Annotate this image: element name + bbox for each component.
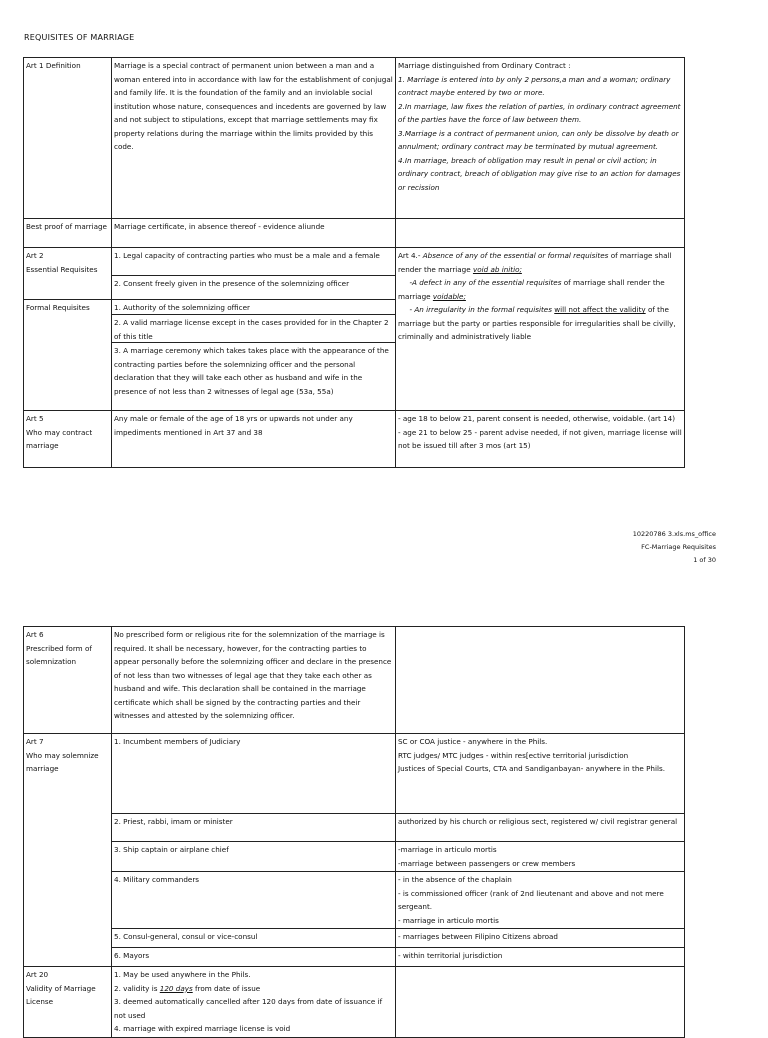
formal-requisites (112, 300, 396, 411)
table-row (24, 929, 685, 948)
note-line: Justices of Special Courts, CTA and Sandiganbayan- anywhere in the Phils. (398, 764, 666, 773)
list-item: 4.In marriage, breach of obligation may result in penal or civil action; in ordinary contract, breach of obligation may give rise to an action for damages or recission (398, 155, 681, 192)
note-line: -marriage between passengers or crew members (398, 858, 576, 868)
note-line: -marriage in articulo mortis (398, 845, 497, 854)
list-item: 2. A valid marriage license except in the cases provided for in the Chapter 2 of this title (112, 315, 395, 343)
row-label-art1: Art 1 Definition (24, 58, 112, 219)
text-span: voidable; (432, 291, 466, 301)
list-item: 5. Consul-general, consul or vice-consul (112, 929, 396, 948)
defect-paragraph (398, 276, 682, 303)
requisites-table-1 (23, 57, 685, 468)
row-label-line: Art 5 (26, 414, 44, 423)
row-label-line: Who may contract marriage (26, 427, 93, 450)
row-label-art6 (24, 627, 112, 734)
list-item: 3. Ship captain or airplane chief (112, 842, 396, 872)
text-span: will not affect the validity (554, 305, 646, 314)
list-item: 2. Priest, rabbi, imam or minister (112, 814, 396, 842)
list-item: 3. deemed automatically cancelled after 120 days from date of issuance if not used (114, 997, 383, 1020)
art5-text: Any male or female of the age of 18 yrs or upwards not under any impediments mentioned in Art 37 and 38 (112, 411, 396, 468)
list-item: 4. Military commanders (112, 872, 396, 929)
empty-cell (396, 627, 685, 734)
row-label-art20 (24, 967, 112, 1038)
page-title: REQUISITES OF MARRIAGE (24, 33, 135, 42)
list-item: 4. marriage with expired marriage license is void (114, 1024, 291, 1033)
row-label-proof: Best proof of marriage (24, 219, 112, 248)
table-row (24, 248, 685, 300)
list-item (396, 842, 685, 872)
note-line: - marriage in articulo mortis (398, 915, 499, 925)
list-item: 3. A marriage ceremony which takes takes place with the appearance of the contracting parties before the solemnizing officer and the personal declaration that they will take each other as husband and wife in the presence of not less than 2 witnesses of legal age (53a, 55a) (114, 346, 389, 396)
file-name: 10220786 3.xls.ms_office (632, 530, 716, 538)
row-label-formal: Formal Requisites (24, 300, 112, 411)
art5-notes (396, 411, 685, 468)
text-span: 120 days (159, 983, 193, 993)
note-line: - in the absence of the chaplain (398, 875, 512, 884)
art20-text (112, 967, 396, 1038)
note-title: Marriage distinguished from Ordinary Contract : (398, 61, 571, 70)
row-label-art5 (24, 411, 112, 468)
table-row (24, 411, 685, 468)
table-row (24, 967, 685, 1038)
table-row (24, 219, 685, 248)
table-row (24, 872, 685, 929)
proof-text: Marriage certificate, in absence thereof - evidence aliunde (112, 219, 396, 248)
note-line: RTC judges/ MTC judges - within res[ective territorial jurisdiction (398, 750, 629, 760)
empty-cell (396, 967, 685, 1038)
row-label-line: Validity of Marriage License (26, 983, 96, 1006)
table-row (24, 814, 685, 842)
text-span: - An irregularity (398, 305, 469, 314)
list-item: 1. Incumbent members of Judiciary (112, 734, 396, 814)
row-label-art7 (24, 734, 112, 967)
text-span: of marriage shall render the marriage (398, 251, 672, 274)
row-label-line: Art 2 (26, 251, 44, 260)
art4-notes (396, 248, 685, 411)
row-label-line: Art 20 (26, 970, 49, 979)
requisites-table-2 (23, 626, 685, 1038)
list-item: - marriages between Filipino Citizens abroad (396, 929, 685, 948)
text-span: in the formal requisites (468, 305, 552, 314)
list-item (396, 734, 685, 814)
note-line: SC or COA justice - anywhere in the Phils. (398, 737, 548, 746)
text-span: of marriage shall render the marriage (398, 278, 667, 301)
list-item: 2. Consent freely given in the presence of the solemnizing officer (114, 279, 350, 288)
art1-notes (396, 58, 685, 219)
empty-cell (396, 219, 685, 248)
list-item (114, 982, 393, 996)
row-label-line: Art 6 (26, 630, 44, 639)
text-span: of the marriage but the party or parties responsible for irregularities shall be civilly, criminally and administratively liable (398, 305, 678, 341)
list-item: 2.In marriage, law fixes the relation of parties, in ordinary contract agreement of the parties have the force of law between them. (398, 101, 681, 124)
list-item (396, 872, 685, 929)
note-line: - is commissioned officer (rank of 2nd lieutenant and above and not mere sergeant. (398, 888, 664, 911)
table-row (24, 627, 685, 734)
text-span: Absence of any of the essential or formal requisites (422, 251, 609, 260)
list-item: - age 18 to below 21, parent consent is needed, otherwise, voidable. (art 14) (398, 414, 675, 423)
irregularity-paragraph (398, 303, 682, 344)
text-span: void ab initio; (472, 264, 522, 274)
list-item: authorized by his church or religious sect, registered w/ civil registrar general (396, 814, 685, 842)
list-item: 3.Marriage is a contract of permanent union, can only be dissolve by death or annulment; ordinary contract may be terminated by mutual agreement. (398, 128, 679, 151)
art4-paragraph (398, 249, 682, 276)
text-span: Art 4.- (398, 251, 423, 260)
page-number: 1 of 30 (693, 556, 716, 564)
list-item: - age 21 to below 25 - parent advise needed, if not given, marriage license will not be issued till after 3 mos (art 15) (398, 427, 682, 450)
art1-definition-text: Marriage is a special contract of permanent union between a man and a woman entered into in accordance with law for the establishment of conjugal and family life. It is the foundation of the family and an inviolable social institution whose nature, consequences and incedents are governed by law and not subject to stipulations, except that marriage settlements may fix property relations during the marriage within the limits provided by this code. (112, 58, 396, 219)
table-row (24, 734, 685, 814)
page-footer (633, 528, 716, 567)
row-label-line: Essential Requisites (26, 264, 98, 274)
text-span: 2. validity is (114, 983, 160, 993)
essential-requisites (112, 248, 396, 300)
row-label-art2 (24, 248, 112, 300)
table-row (24, 948, 685, 967)
text-span: -A defect (398, 278, 445, 287)
row-label-line: Who may solemnize marriage (26, 750, 99, 773)
sheet-name: FC-Marriage Requisites (641, 543, 716, 551)
row-label-line: Prescribed form of solemnization (26, 643, 92, 666)
row-label-line: Art 7 (26, 737, 44, 746)
table-row (24, 58, 685, 219)
art6-text: No prescribed form or religious rite for the solemnization of the marriage is required. It shall be necessary, however, for the contracting parties to appear personally before the solemnizing officer and declare in the presence of not less than two witnesses of legal age that they take each other as husband and wife. This declaration shall be contained in the marriage certificate which shall be signed by the contracting parties and their witnesses and attested by the solemnizing officer. (112, 627, 396, 734)
text-span: in any of the essential requisites (444, 278, 562, 287)
list-item: 1. Authority of the solemnizing officer (112, 300, 395, 315)
list-item: 6. Mayors (112, 948, 396, 967)
table-row (24, 842, 685, 872)
list-item: 1. May be used anywhere in the Phils. (114, 970, 251, 979)
text-span: from date of issue (192, 983, 261, 993)
list-item: - within territorial jurisdiction (396, 948, 685, 967)
list-item: 1. Legal capacity of contracting parties who must be a male and a female (112, 248, 395, 276)
list-item: 1. Marriage is entered into by only 2 persons,a man and a woman; ordinary contract maybe entered by two or more. (398, 74, 671, 97)
